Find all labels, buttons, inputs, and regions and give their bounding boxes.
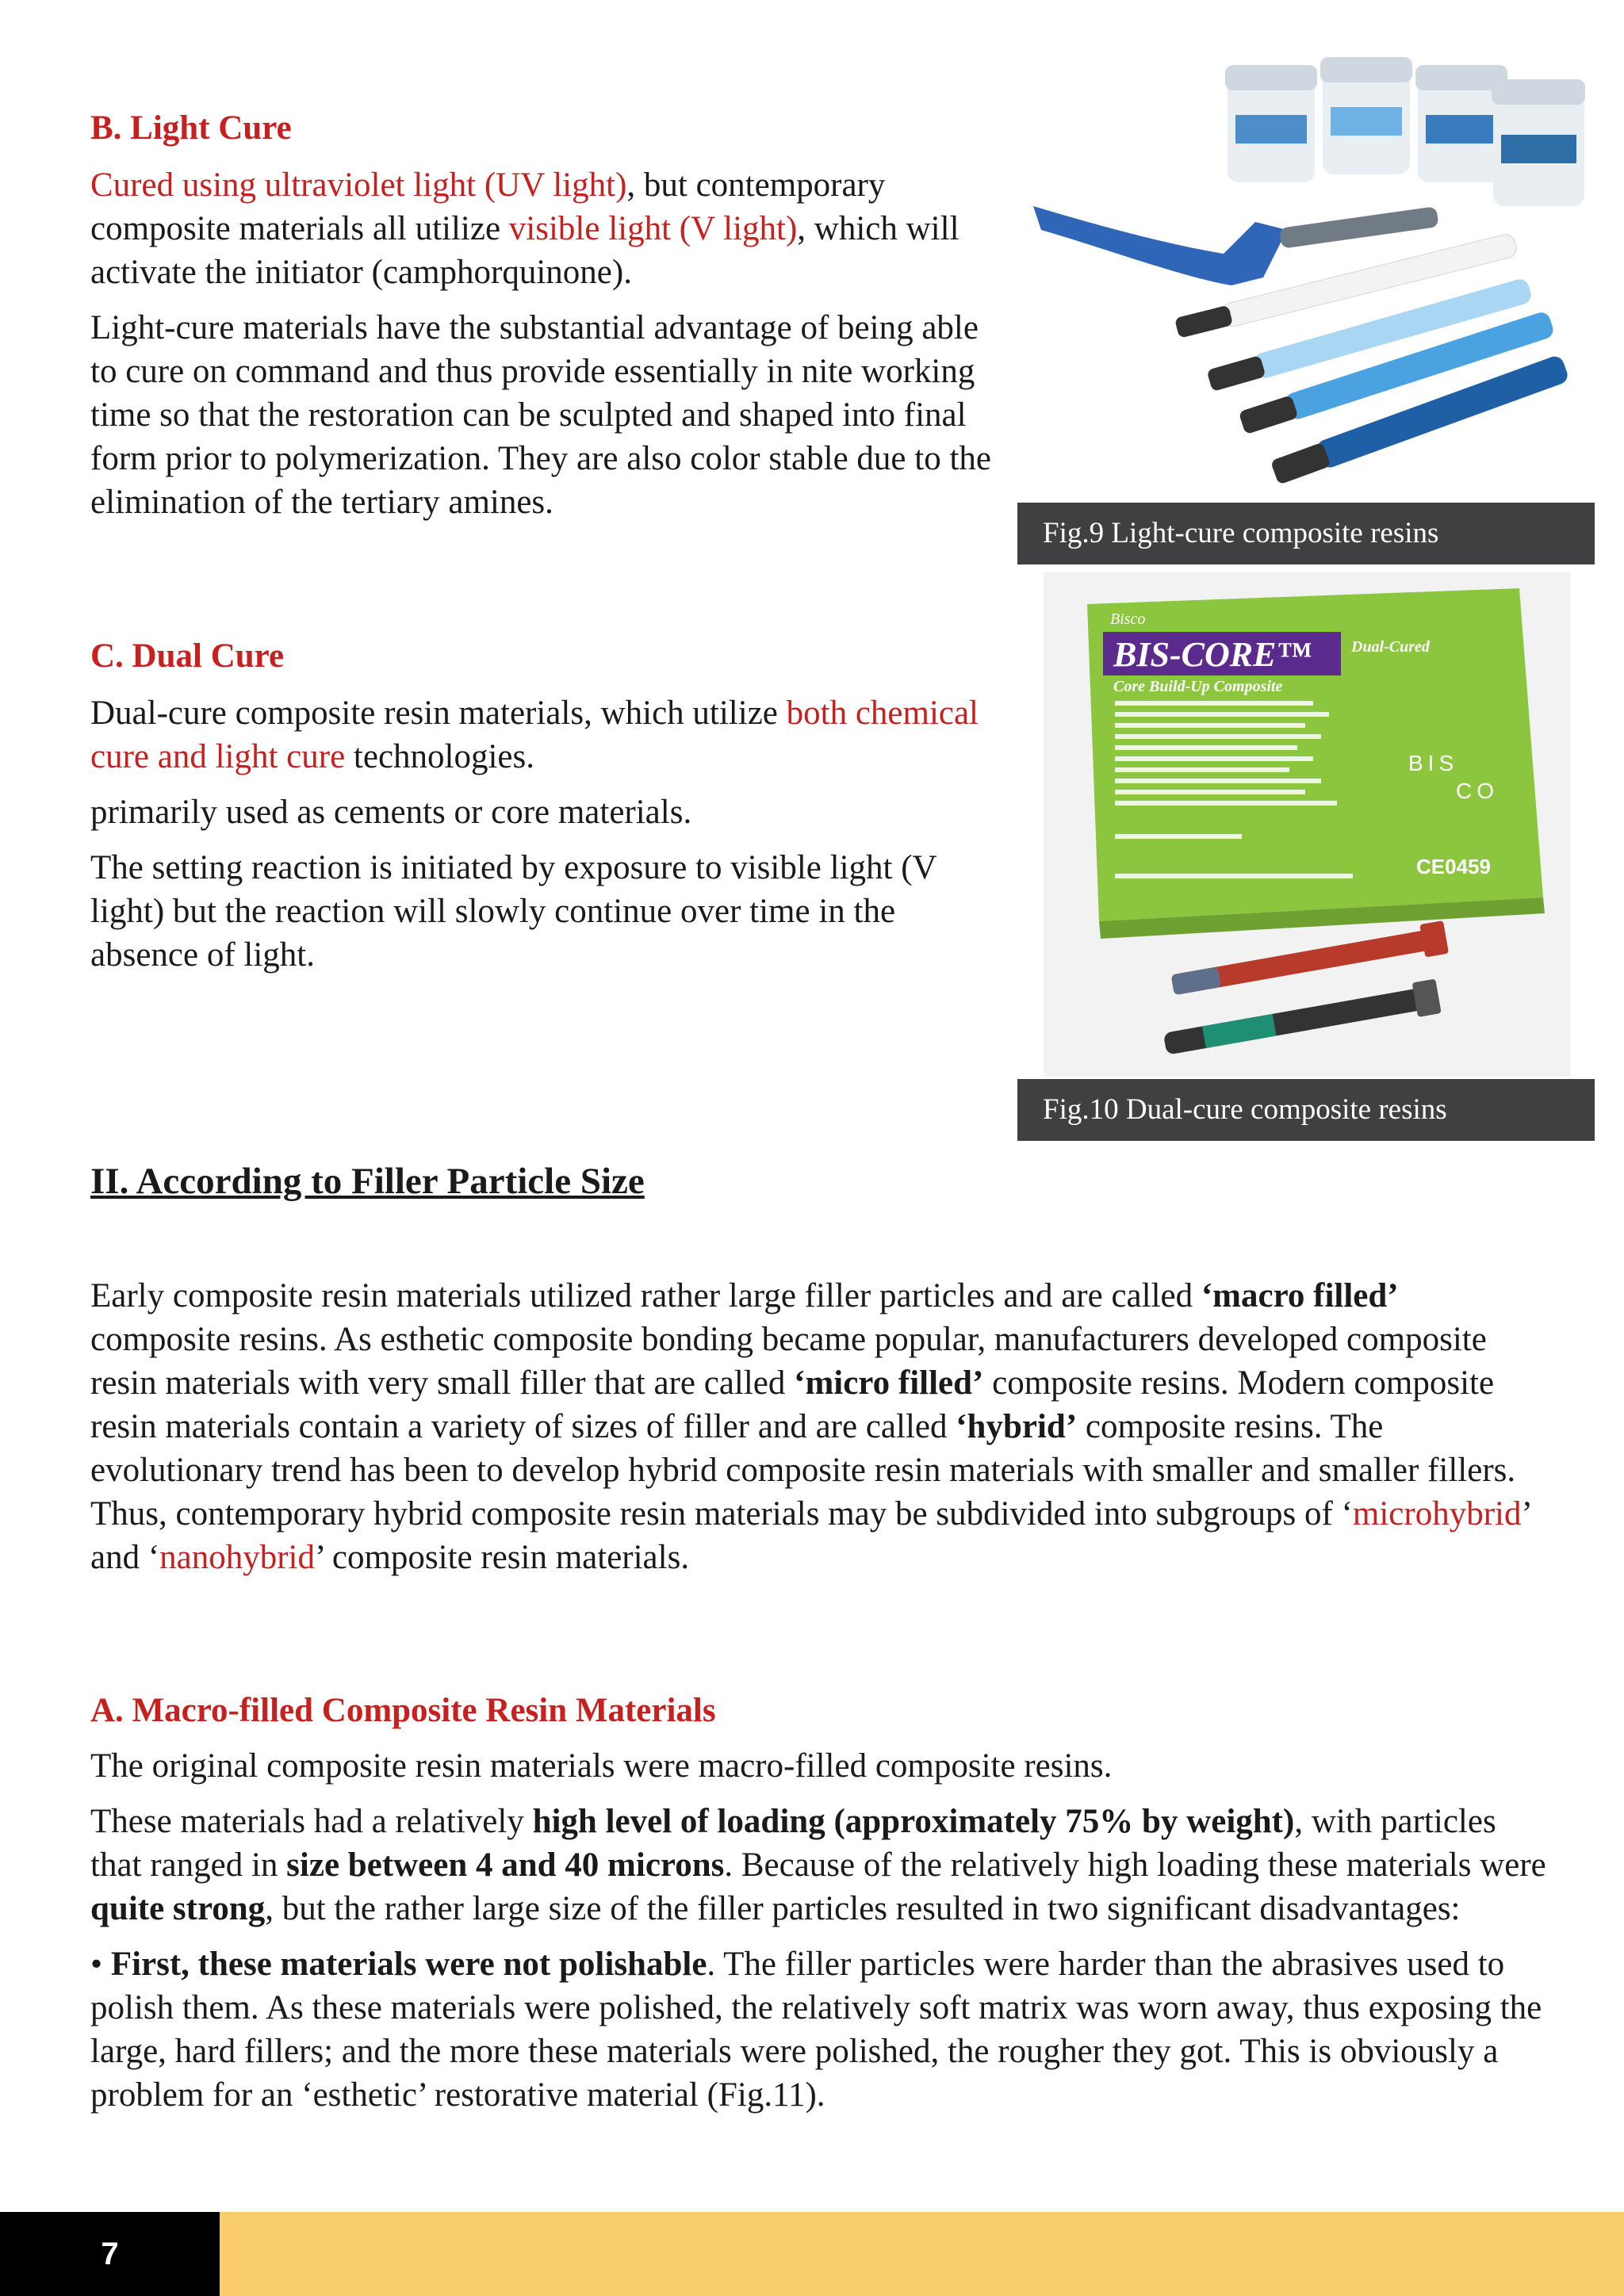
fig10-caption: Fig.10 Dual-cure composite resins <box>1017 1079 1595 1141</box>
dual-cured-text: Dual-Cured <box>1351 638 1430 656</box>
fig9-caption: Fig.9 Light-cure composite resins <box>1017 503 1595 564</box>
uv-light-highlight: Cured using ultraviolet light (UV light) <box>90 166 627 204</box>
page-number: 7 <box>0 2212 220 2296</box>
light-cure-paragraph-1: Cured using ultraviolet light (UV light), but contemporary composite materials all utilize visible light (V light), which will activate the initiator (camphorquinone). <box>90 166 959 291</box>
light-cure-paragraph-2: Light-cure materials have the substantial advantage of being able to cure on command and thus provide essentially in nite working time so that the restoration can be sculpted and shaped into final form prior to polymerization. They are also color stable due to the elimination of the tertiary amines. <box>90 309 991 521</box>
footer-bar <box>220 2212 1624 2296</box>
macro-filled-paragraph-2: These materials had a relatively high level of loading (approximately 75% by weight), with particles that ranged in size between 4 and 40 microns. Because of the relatively high loading these materials were quite strong, but the rather large size of the filler particles resulted in two significant disadvantages: <box>90 1803 1546 1927</box>
bisco-logo-top: BIS <box>1408 751 1459 775</box>
box-subtitle: Core Build-Up Composite <box>1113 678 1283 695</box>
fig9-light-cure-photo <box>1017 48 1595 501</box>
light-cure-heading: B. Light Cure <box>90 109 292 147</box>
filler-size-intro-paragraph: Early composite resin materials utilized rather large filler particles and are called ‘macro filled’ composite resins. As esthetic composite bonding became popular, manufacturers developed composite resin materials with very small filler that are called ‘micro filled’ composite resins. Modern composite resin materials contain a variety of sizes of filler and are called ‘hybrid’ composite resins. The evolutionary trend has been to develop hybrid composite resin materials with smaller and smaller fillers. Thus, contemporary hybrid composite resin materials may be subdivided into subgroups of ‘microhybrid’ and ‘nanohybrid’ composite resin materials. <box>90 1277 1530 1576</box>
dual-cure-section <box>90 634 1002 977</box>
macro-filled-section <box>90 1689 1549 2117</box>
light-cure-products-illustration <box>1017 48 1595 501</box>
dual-cure-paragraph-2: primarily used as cements or core materials. <box>90 794 692 831</box>
brand-text: BIS-CORE™ <box>1113 635 1312 674</box>
micro-filled-term: ‘micro filled’ <box>794 1364 984 1402</box>
visible-light-highlight: visible light (V light) <box>508 210 798 247</box>
fig10-dual-cure-photo <box>1044 572 1571 1077</box>
microhybrid-term: microhybrid <box>1352 1495 1522 1533</box>
hybrid-term: ‘hybrid’ <box>956 1408 1078 1445</box>
macro-filled-term: ‘macro filled’ <box>1201 1277 1399 1314</box>
light-cure-section <box>90 106 1002 524</box>
jar-2 <box>1320 57 1412 174</box>
section-ii-title: II. According to Filler Particle Size <box>90 1161 645 1202</box>
dual-cure-heading: C. Dual Cure <box>90 637 285 675</box>
nanohybrid-term: nanohybrid <box>159 1539 316 1576</box>
dual-cure-paragraph-1: Dual-cure composite resin materials, which utilize both chemical cure and light cure technologies. <box>90 695 979 775</box>
macro-filled-bullet-1: • First, these materials were not polishable. The filler particles were harder than the abrasives used to polish them. As these materials were polished, the relatively soft matrix was worn away, thus exposing the large, hard fillers; and the more these materials were polished, the rougher they got. This is obviously a problem for an ‘esthetic’ restorative material (Fig.11). <box>90 1946 1542 2114</box>
ce-mark: CE0459 <box>1416 855 1491 878</box>
chemical-light-cure-highlight: both chemical cure and light cure <box>90 695 979 775</box>
macro-filled-heading: A. Macro-filled Composite Resin Materials <box>90 1692 716 1729</box>
brand-small-text: Bisco <box>1110 610 1146 628</box>
macro-filled-paragraph-1: The original composite resin materials were macro-filled composite resins. <box>90 1747 1113 1785</box>
biscore-box-illustration <box>1044 572 1571 1077</box>
bisco-logo-bottom: CO <box>1456 779 1499 803</box>
dual-cure-paragraph-3: The setting reaction is initiated by exposure to visible light (V light) but the reaction will slowly continue over time in the absence of light. <box>90 849 936 974</box>
jar-1 <box>1225 65 1317 182</box>
jar-4 <box>1492 79 1585 206</box>
